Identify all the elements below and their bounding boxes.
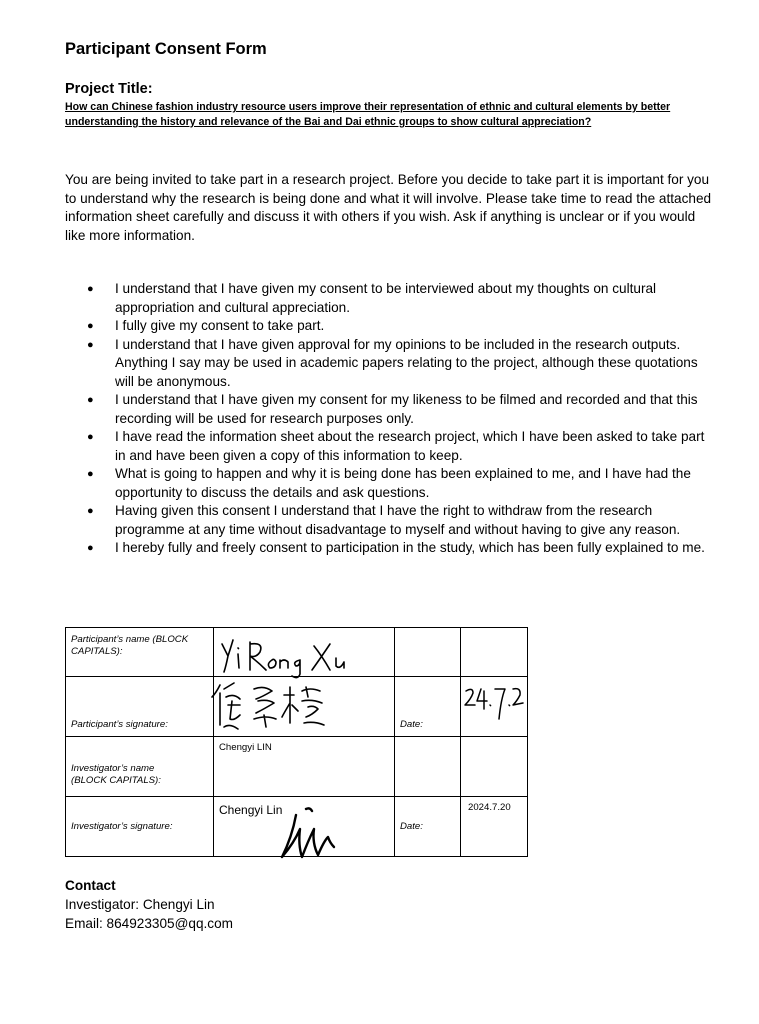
participant-name-cell[interactable] [214,628,395,677]
investigator-date-label: Date: [400,821,423,832]
investigator-name-label: Investigator’s name (BLOCK CAPITALS): [71,763,161,786]
investigator-signature-cell[interactable] [214,797,395,857]
consent-item: ● Having given this consent I understand that I have the right to withdraw from the research programme at any time without disadvantage to myself and without having to give any reason. [87,503,681,537]
consent-item: ● What is going to happen and why it is being done has been explained to me, and I have had the opportunity to discuss the details and ask questions. [87,466,691,500]
investigator-date-value: 2024.7.20 [468,802,511,813]
project-title: How can Chinese fashion industry resource users improve their representation of ethnic and cultural elements by better understanding the history and relevance of the Bai and Dai ethnic groups to show cultural appreciation? [65,101,671,128]
project-title-heading: Project Title: [65,81,153,97]
consent-item: ● I understand that I have given my consent for my likeness to be filmed and recorded and that this recording will be used for research purposes only. [87,392,698,426]
bullet-icon: ● [87,542,94,554]
participant-signature-label: Participant’s signature: [71,719,168,730]
participant-date-label-cell [395,677,461,737]
participant-name-extra-cell [395,628,461,677]
participant-date-handwriting [463,685,529,725]
investigator-name-extra-cell [395,737,461,797]
bullet-icon: ● [87,338,94,351]
signature-table [65,627,528,857]
consent-item: ● I understand that I have given approval for my opinions to be included in the research outputs. Anything I say may be used in academic papers relating to the project, although these quotations will be anonymous. [87,336,698,389]
investigator-date-label-cell [395,797,461,857]
contact-investigator: Investigator: Chengyi Lin [65,897,215,912]
bullet-icon: ● [87,468,94,480]
participant-name-label: Participant’s name (BLOCK CAPITALS): [71,634,189,657]
participant-name-handwriting [218,634,368,674]
investigator-name-label-cell [66,737,214,797]
participant-date-cell[interactable] [461,677,528,737]
consent-item: ● I understand that I have given my consent to be interviewed about my thoughts on cultural appropriation and cultural appreciation. [87,281,657,315]
participant-name-extra-cell-2 [461,628,528,677]
bullet-icon: ● [87,431,94,443]
investigator-signature-label-cell [66,797,214,857]
investigator-name-cell[interactable] [214,737,395,797]
investigator-date-cell[interactable] [461,797,528,857]
investigator-signature-label: Investigator’s signature: [71,821,173,832]
page-title: Participant Consent Form [65,40,267,58]
intro-paragraph: You are being invited to take part in a research project. Before you decide to take part it is important for you to understand why the research is being done and what it will involve. Please take time to read the attached information sheet carefully and discuss it with others if you wish. Ask if anything is unclear or if you would like more information. [65,172,712,243]
bullet-icon: ● [87,505,94,517]
bullet-icon: ● [87,283,94,295]
investigator-name-value: Chengyi LIN [219,742,272,753]
consent-item: ● I fully give my consent to take part. [65,317,705,336]
consent-list [65,280,705,558]
contact-heading: Contact [65,878,116,893]
participant-signature-handwriting [210,679,350,733]
consent-item: ● I have read the information sheet about the research project, which I have been asked to take part in and have been given a copy of this information to keep. [87,429,705,463]
participant-name-label-cell [66,628,214,677]
participant-date-label: Date: [400,719,423,730]
participant-signature-cell[interactable] [214,677,395,737]
investigator-name-extra-cell-2 [461,737,528,797]
bullet-icon: ● [87,394,94,406]
investigator-signature-text: Chengyi Lin [219,803,283,817]
contact-email[interactable]: Email: 864923305@qq.com [65,916,233,931]
bullet-icon: ● [87,320,94,332]
consent-item: ● I hereby fully and freely consent to participation in the study, which has been fully explained to me. [65,539,705,558]
participant-signature-label-cell [66,677,214,737]
investigator-signature-handwriting [278,807,348,865]
